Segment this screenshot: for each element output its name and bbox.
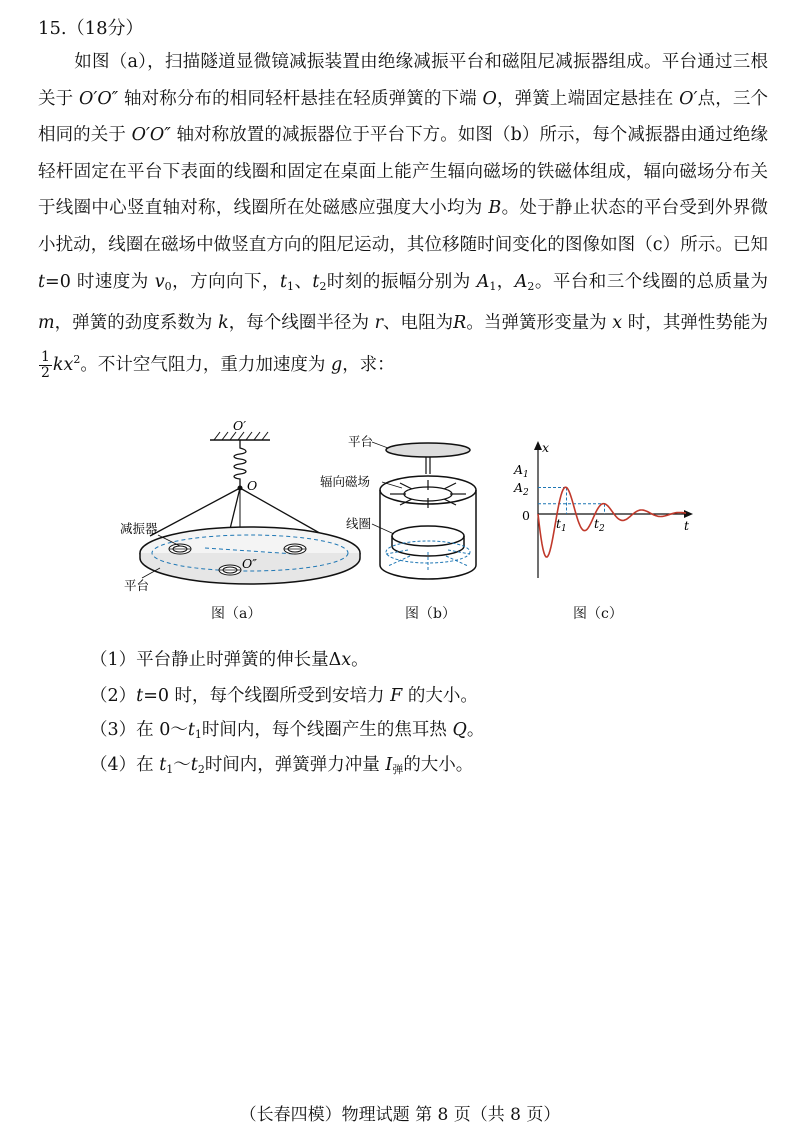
damper-front [219, 565, 241, 575]
subscript: 2 [527, 279, 535, 293]
subquestion-1 [90, 646, 369, 671]
var-g: g [330, 354, 343, 375]
spring [234, 440, 246, 486]
subscript: 2 [197, 763, 205, 776]
body-text: ，每个线圈半径为 [228, 313, 369, 334]
label-platform: 平台 [124, 578, 150, 593]
subscript: 2 [319, 279, 327, 293]
label-A1: $A_1$ [514, 462, 529, 480]
var-R: R [453, 313, 467, 334]
var-x: x [341, 650, 352, 670]
body-text: =0 时速度为 [45, 271, 149, 292]
subscript: 1 [286, 279, 294, 293]
damper-right [284, 544, 306, 554]
fraction-numerator: 1 [41, 348, 50, 365]
label-A2: $A_2$ [514, 480, 529, 498]
figure-b-caption: 图（b） [405, 606, 456, 622]
x-axis-arrow [534, 441, 542, 450]
body-text: 。当弹簧形变量为 [466, 313, 607, 334]
figure-b [318, 430, 493, 585]
point-label: O′ [679, 88, 698, 109]
page-footer: （长春四模）物理试题 第 8 页（共 8 页） [239, 1105, 561, 1125]
fraction [39, 350, 52, 381]
label-platform: 平台 [348, 434, 374, 449]
var-Q: Q [452, 720, 467, 740]
label-O: O [247, 478, 258, 493]
subscript: 1 [489, 279, 497, 293]
body-text: ， [496, 271, 515, 292]
q2-end: 的大小。 [407, 686, 478, 706]
damper-left [169, 544, 191, 554]
var-t1: t [279, 271, 287, 292]
q4-prefix: （4）在 [90, 755, 154, 775]
subscript: 弹 [392, 763, 404, 776]
subquestion-2 [90, 682, 478, 707]
var-A1: A [476, 271, 490, 292]
q1-text: （1）平台静止时弹簧的伸长量Δ [90, 650, 342, 670]
body-text: 轴对称放置的减振器位于平台下方。如图（b）所示，每个减振器由通过绝缘轻杆固定在平台下表面的线圈和固定在桌面上能产生辐向磁场的铁磁体组成，辐向磁场分布关于线圈中心竖直轴对称，线圈所在处磁感应强度大小均为 [38, 125, 768, 219]
var-t2: t [312, 271, 320, 292]
var-x: x [612, 313, 623, 334]
figure-c [508, 438, 698, 583]
q2-text: =0 时，每个线圈所受到安培力 [143, 686, 385, 706]
body-text: 点，三个相同的关于 [38, 88, 769, 146]
var-B: B [488, 198, 502, 219]
label-O1: O′ [233, 418, 247, 433]
var-t: t [136, 686, 144, 706]
point-label: O [482, 88, 497, 109]
label-t: t [684, 518, 690, 533]
subquestion-4 [90, 751, 473, 777]
guide-lines [538, 488, 605, 514]
label-O2: O″ [242, 556, 257, 571]
label-field: 辐向磁场 [320, 474, 371, 489]
leader-platform [372, 442, 388, 448]
body-text: ，方向向下， [171, 271, 280, 292]
var-r: r [374, 313, 383, 334]
body-text: ，弹簧上端固定悬挂在 [496, 88, 674, 109]
axis-label: O′O″ [79, 88, 119, 109]
question-points: （18分） [66, 18, 144, 39]
question-body [38, 44, 768, 383]
axis-label: O′O″ [131, 125, 171, 146]
radial-field-arrows [390, 480, 466, 508]
var-m: m [38, 313, 55, 334]
q1-end: 。 [351, 650, 369, 670]
subscript: 1 [166, 763, 174, 776]
var-A2: A [514, 271, 528, 292]
label-t1: $t_1$ [556, 516, 567, 534]
label-t2: $t_2$ [594, 516, 605, 534]
body-text: 、电阻为 [382, 313, 454, 334]
body-text: 时刻的振幅分别为 [326, 271, 471, 292]
body-text: 轴对称分布的相同轻杆悬挂在轻质弹簧的下端 [123, 88, 477, 109]
body-text: 时，其弹性势能为 [627, 313, 769, 334]
label-damper: 减振器 [120, 521, 158, 536]
superscript: 2 [73, 352, 81, 366]
q3-text: 时间内，每个线圈产生的焦耳热 [201, 720, 447, 740]
var-t1: t [159, 755, 167, 775]
platform-disc [386, 443, 470, 457]
q2-prefix: （2） [90, 686, 137, 706]
body-text: 。平台和三个线圈的总质量为 [534, 271, 768, 292]
var-t: t [38, 271, 46, 292]
body-text: 。处于静止状态的平台受到外界微小扰动，线圈在磁场中做竖直方向的阻尼运动，其位移随时间变化的图像如图（c）所示。已知 [38, 198, 769, 255]
leader-coil [372, 524, 394, 534]
var-t2: t [190, 755, 198, 775]
var-F: F [390, 686, 403, 706]
figure-a-caption: 图（a） [211, 606, 262, 622]
question-header [38, 14, 144, 40]
body-text: 如图（a），扫描隧道显微镜减振装置由绝缘减振平台和磁阻尼减振器组成。平台通过三根关于 [38, 52, 768, 109]
label-x: x [542, 440, 550, 455]
ceiling-hatch [214, 432, 268, 440]
subscript: 0 [164, 279, 172, 293]
t-axis-arrow [684, 510, 693, 518]
body-text: 、 [293, 271, 313, 292]
subquestion-3 [90, 716, 484, 741]
label-coil: 线圈 [346, 516, 372, 531]
var-k: k [218, 313, 229, 334]
var-t1: t [187, 720, 195, 740]
subscript: 1 [194, 728, 202, 741]
q3-end: 。 [466, 720, 485, 740]
var-kx: kx [52, 354, 74, 375]
figure-c-caption: 图（c） [573, 606, 623, 622]
range-sign: ～ [173, 755, 191, 775]
body-text: ，求： [342, 354, 395, 375]
body-text: 。不计空气阻力，重力加速度为 [80, 354, 326, 375]
q4-end: 的大小。 [403, 755, 474, 775]
fraction-denominator: 2 [41, 364, 50, 381]
var-v0: v [154, 271, 165, 292]
q4-text: 时间内，弹簧弹力冲量 [204, 755, 380, 775]
leader-field [382, 482, 402, 488]
var-I: I [385, 755, 393, 775]
question-number: 15. [38, 18, 67, 39]
q3-prefix: （3）在 0～ [90, 720, 188, 740]
body-text: ，弹簧的劲度系数为 [54, 313, 213, 334]
label-origin: 0 [522, 508, 530, 523]
